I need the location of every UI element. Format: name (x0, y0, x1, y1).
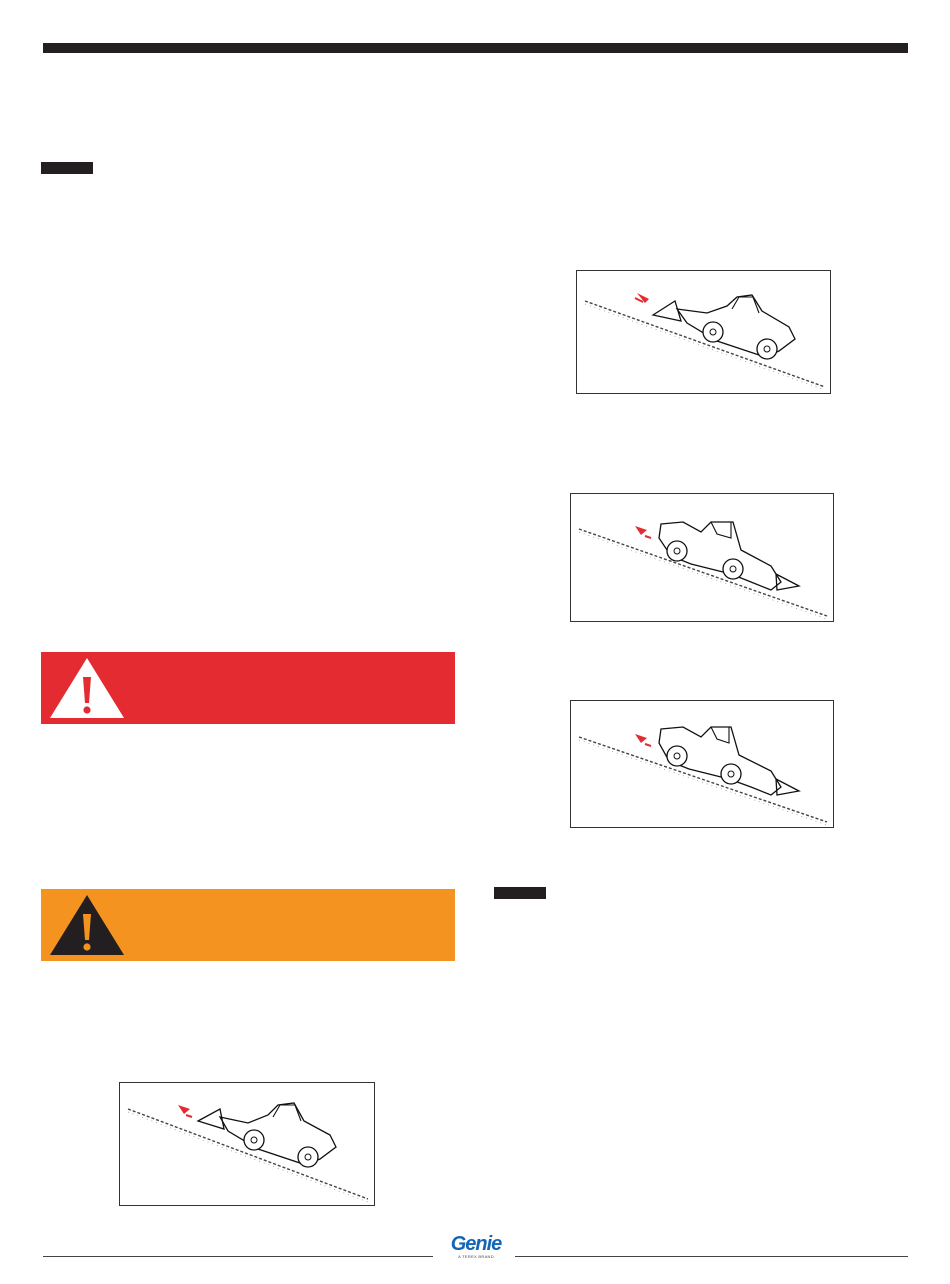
telehandler-slope-illustration (120, 1083, 374, 1205)
brand-tagline: A TEREX BRAND (458, 1254, 494, 1259)
figure-uphill-load-forward (576, 270, 831, 394)
telehandler-slope-illustration (571, 701, 833, 827)
exclamation-triangle-icon (47, 655, 127, 721)
warning-banner (41, 889, 455, 961)
telehandler-slope-illustration (571, 494, 833, 621)
footer-rule-right (515, 1256, 908, 1257)
telehandler-slope-illustration (577, 271, 830, 393)
exclamation-triangle-icon (47, 892, 127, 958)
brand-logo (438, 1234, 514, 1264)
footer-rule-left (43, 1256, 433, 1257)
brand-name: Genie (450, 1233, 502, 1255)
figure-downhill-load-forward (570, 700, 834, 828)
notice-tag (41, 162, 93, 174)
danger-banner (41, 652, 455, 724)
figure-downhill-load-rear (119, 1082, 375, 1206)
header-rule (43, 43, 908, 53)
figure-uphill-load-rear (570, 493, 834, 622)
notice-tag (494, 887, 546, 899)
